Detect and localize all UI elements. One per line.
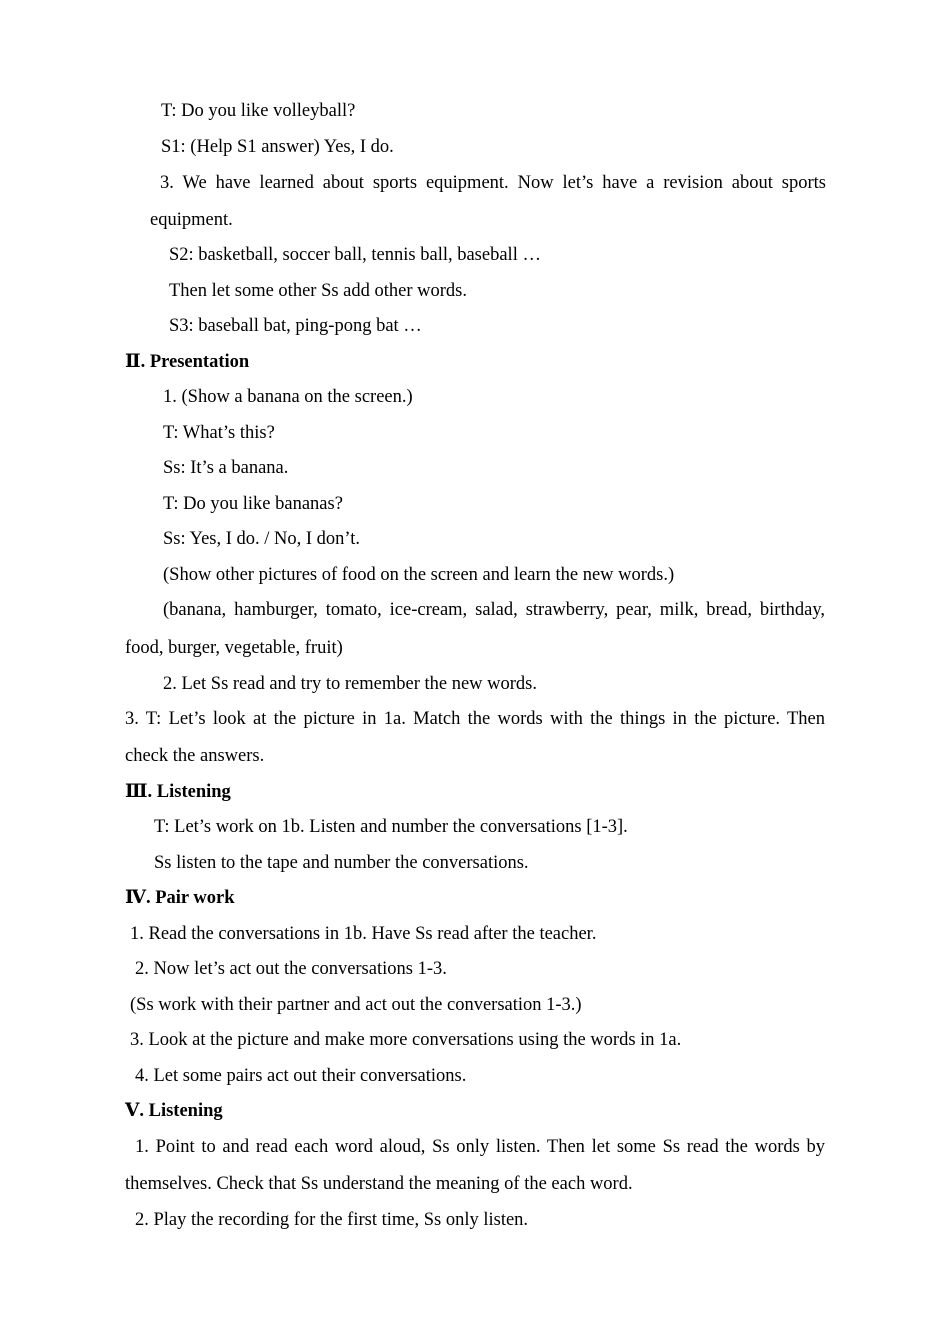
- paragraph-line: (banana, hamburger, tomato, ice-cream, salad, strawberry, pear, milk, bread, birthday,: [163, 600, 825, 620]
- paragraph-line: 3. Look at the picture and make more conversations using the words in 1a.: [130, 1030, 682, 1050]
- dialogue-line: Ss: It’s a banana.: [163, 458, 289, 478]
- paragraph-line: Then let some other Ss add other words.: [169, 281, 467, 301]
- paragraph-line: 2. Play the recording for the first time, Ss only listen.: [135, 1210, 529, 1230]
- section-heading-listening-2: Ⅴ. Listening: [125, 1101, 223, 1121]
- paragraph-line: 1. Point to and read each word aloud, Ss only listen. Then let some Ss read the words by: [135, 1137, 825, 1157]
- paragraph-line: 2. Let Ss read and try to remember the new words.: [163, 674, 538, 694]
- paragraph-line: themselves. Check that Ss understand the meaning of the each word.: [125, 1174, 633, 1194]
- section-heading-listening: Ⅲ. Listening: [125, 782, 231, 802]
- dialogue-line: S3: baseball bat, ping-pong bat …: [169, 316, 422, 336]
- dialogue-line: S1: (Help S1 answer) Yes, I do.: [161, 137, 394, 157]
- paragraph-line: equipment.: [150, 210, 233, 230]
- paragraph-line: 1. Read the conversations in 1b. Have Ss read after the teacher.: [130, 924, 597, 944]
- dialogue-line: S2: basketball, soccer ball, tennis ball, baseball …: [169, 245, 541, 265]
- paragraph-line: Ss listen to the tape and number the conversations.: [154, 853, 529, 873]
- dialogue-line: T: Do you like volleyball?: [161, 101, 356, 121]
- dialogue-line: T: What’s this?: [163, 423, 275, 443]
- paragraph-line: food, burger, vegetable, fruit): [125, 638, 343, 658]
- paragraph-line: check the answers.: [125, 746, 265, 766]
- dialogue-line: T: Let’s work on 1b. Listen and number the conversations [1-3].: [154, 817, 628, 837]
- paragraph-line: 3. T: Let’s look at the picture in 1a. Match the words with the things in the picture. Then: [125, 709, 825, 729]
- paragraph-line: 2. Now let’s act out the conversations 1-3.: [135, 959, 447, 979]
- section-heading-presentation: Ⅱ. Presentation: [125, 352, 250, 372]
- paragraph-line: 1. (Show a banana on the screen.): [163, 387, 413, 407]
- paragraph-line: 4. Let some pairs act out their conversations.: [135, 1066, 467, 1086]
- section-heading-pair-work: Ⅳ. Pair work: [125, 888, 235, 908]
- paragraph-line: 3. We have learned about sports equipment. Now let’s have a revision about sports: [160, 173, 826, 193]
- paragraph-line: (Show other pictures of food on the screen and learn the new words.): [163, 565, 675, 585]
- dialogue-line: Ss: Yes, I do. / No, I don’t.: [163, 529, 361, 549]
- paragraph-line: (Ss work with their partner and act out the conversation 1-3.): [130, 995, 582, 1015]
- dialogue-line: T: Do you like bananas?: [163, 494, 343, 514]
